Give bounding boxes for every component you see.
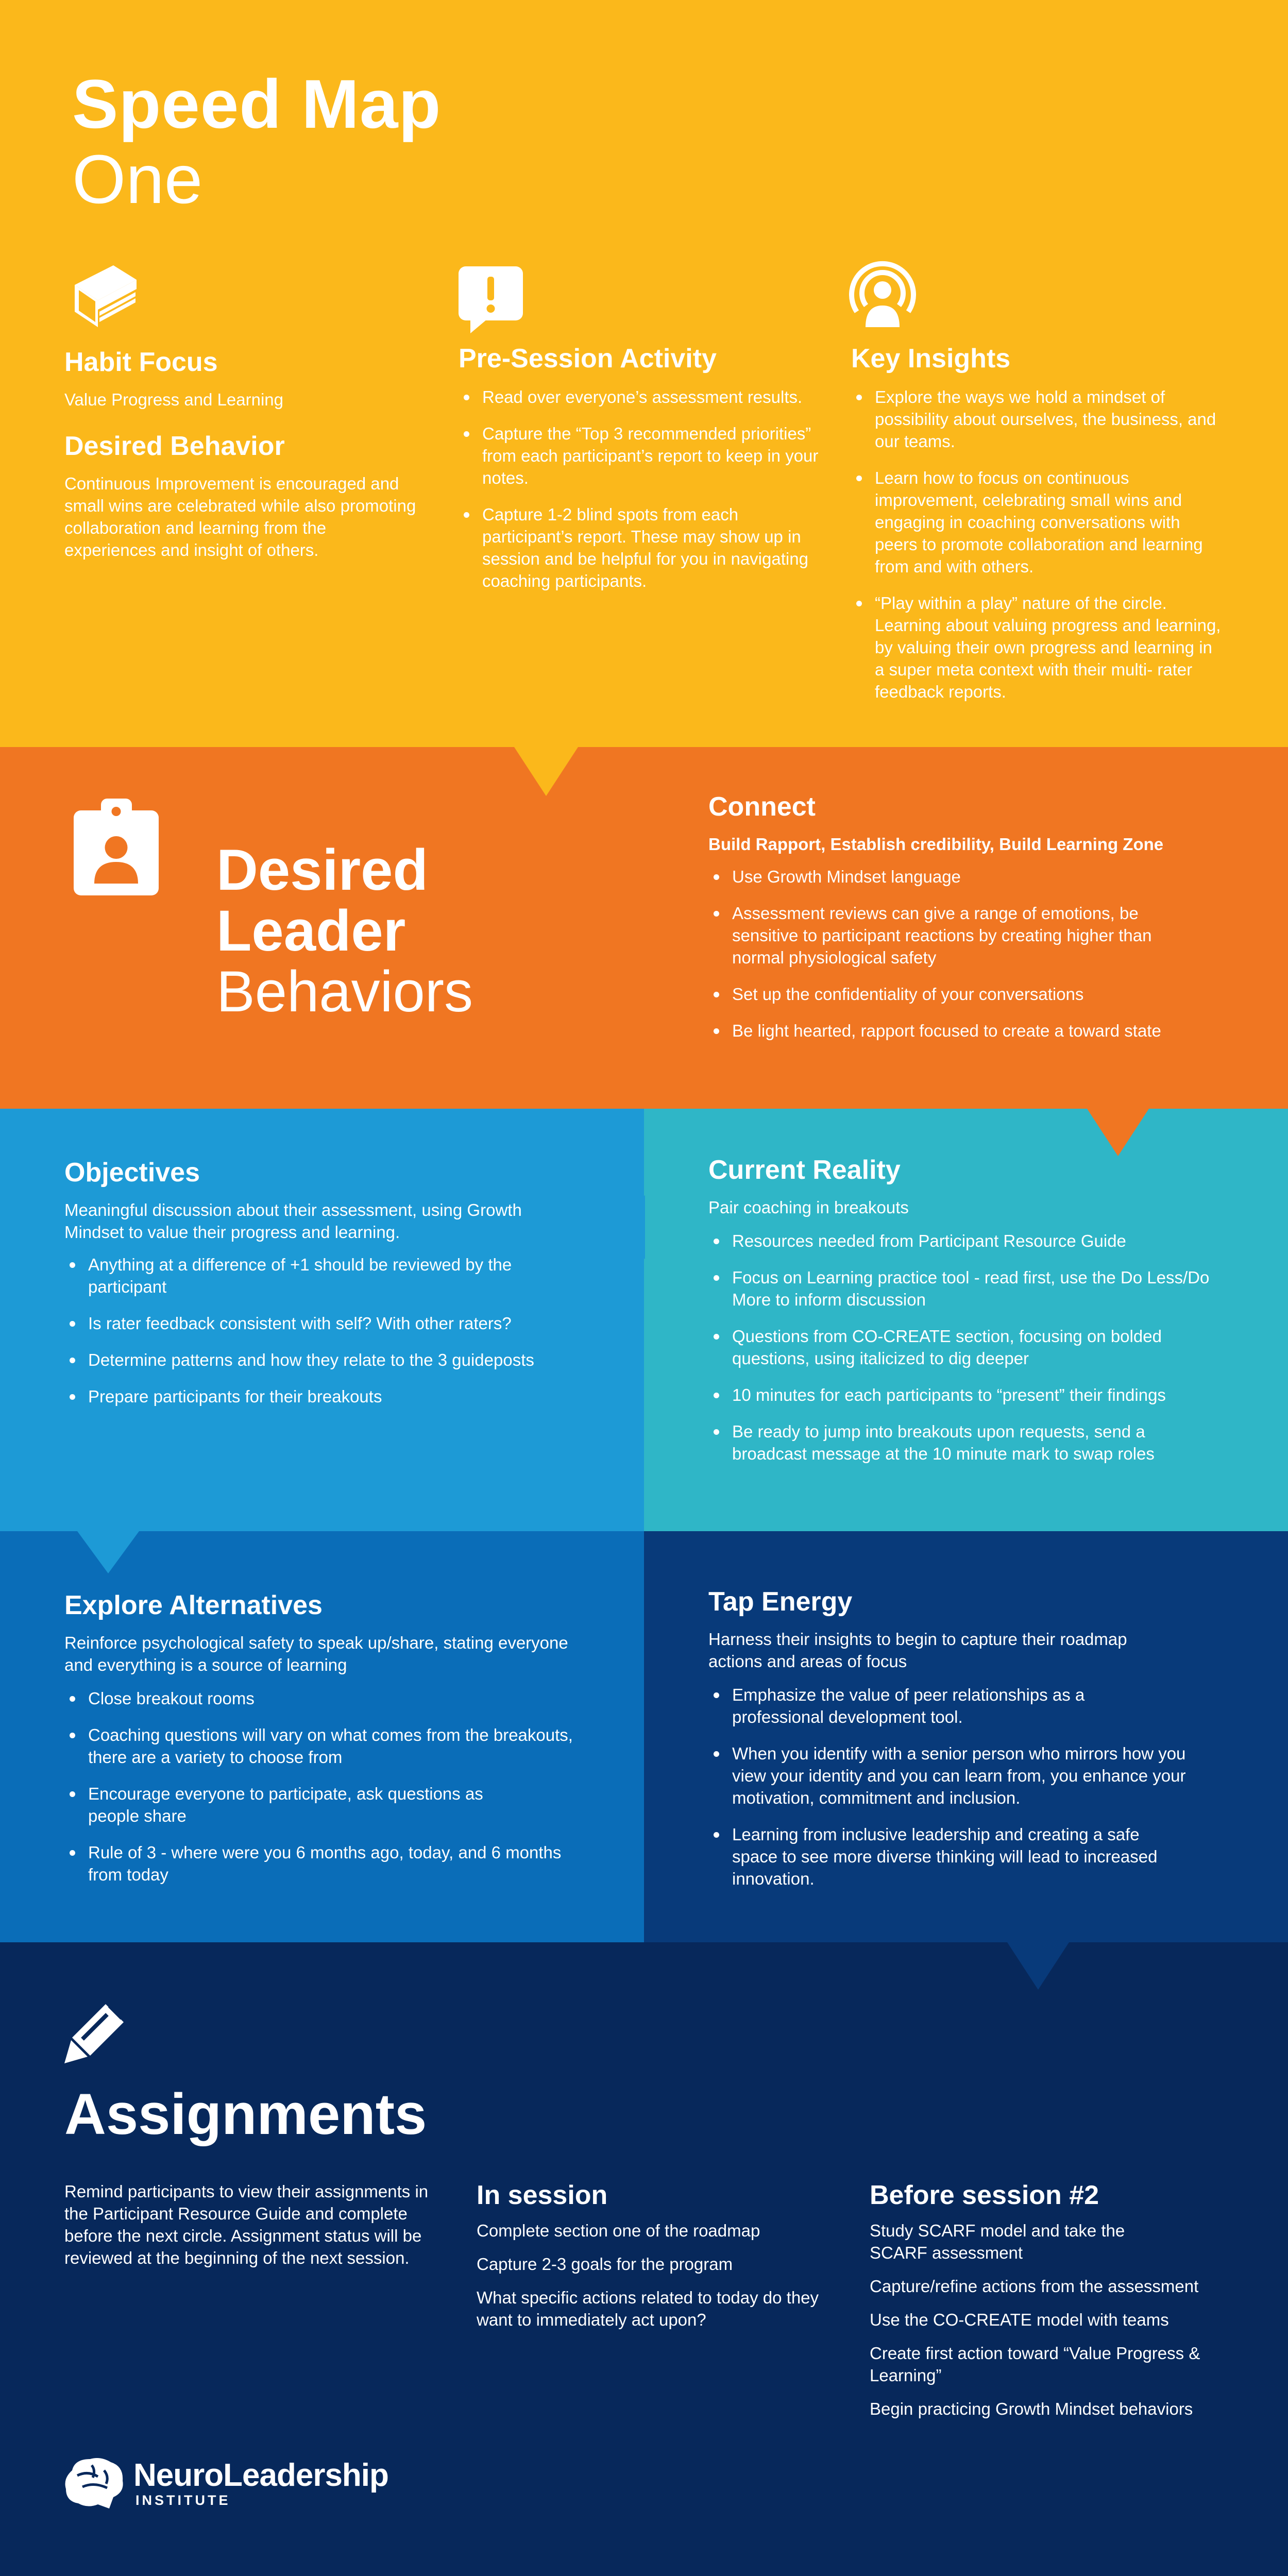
tap-energy-intro: Harness their insights to begin to capture their roadmap actions and areas of focus (708, 1630, 1127, 1671)
pre-session-block (459, 343, 835, 606)
before-session-list (870, 2219, 1251, 2420)
current-reality-block (708, 1154, 1255, 1479)
list-item: Be light hearted, rapport focused to create a toward state (708, 1020, 1198, 1042)
assignments-text: Remind participants to view their assignments in the Participant Resource Guide and complete before the next circle. Assignment status will be reviewed at the beginning of the next session. (64, 2182, 429, 2267)
objectives-list (64, 1253, 580, 1408)
list-item: Focus on Learning practice tool - read first, use the Do Less/Do More to inform discussion (708, 1266, 1224, 1311)
tap-energy-list (708, 1684, 1193, 1890)
desired-behavior-text: Continuous Improvement is encouraged and small wins are celebrated while also promoting collaboration and learning from the experiences and insight of others. (64, 474, 416, 560)
list-item: Close breakout rooms (64, 1687, 580, 1709)
list-item: Assessment reviews can give a range of emotions, be sensitive to participant reactions by creating higher than normal physiological safety (708, 902, 1198, 969)
logo-subtitle: INSTITUTE (135, 2493, 231, 2508)
logo-name: NeuroLeadership (133, 2458, 388, 2493)
explore-block (64, 1589, 611, 1900)
list-item: Create first action toward “Value Progress & Learning” (870, 2344, 1200, 2385)
list-item: Set up the confidentiality of your conversations (708, 983, 1198, 1005)
before-session-title: Before session #2 (870, 2180, 1099, 2210)
list-item: Be ready to jump into breakouts upon requests, send a broadcast message at the 10 minute mark to swap roles (708, 1420, 1224, 1465)
list-item: Capture the “Top 3 recommended priorities” from each participant’s report to keep in your notes. (459, 422, 819, 489)
habit-focus-subtitle: Value Progress and Learning (64, 390, 284, 409)
list-item: 10 minutes for each participants to “present” their findings (708, 1384, 1224, 1406)
list-item: Capture 1-2 blind spots from each participant’s report. These may show up in session and be helpful for you in navigating coaching participants. (459, 503, 819, 592)
list-item: “Play within a play” nature of the circle. Learning about valuing progress and learning, by valuing their own progress and learning in a super meta context with their multi- rater feedback reports. (851, 592, 1225, 703)
pre-session-title: Pre-Session Activity (459, 344, 717, 374)
list-item: Is rater feedback consistent with self? With other raters? (64, 1312, 580, 1334)
list-item: Learn how to focus on continuous improvement, celebrating small wins and engaging in coaching conversations with peers to promote collaboration and learning from and with others. (851, 467, 1225, 578)
list-item: Determine patterns and how they relate to the 3 guideposts (64, 1349, 580, 1371)
leader-title-line1: Desired (216, 838, 428, 902)
current-reality-intro: Pair coaching in breakouts (708, 1198, 909, 1217)
logo-text (133, 2459, 388, 2508)
pointer-arrow (514, 747, 578, 796)
explore-title: Explore Alternatives (64, 1590, 323, 1620)
list-item: Rule of 3 - where were you 6 months ago, today, and 6 months from today (64, 1841, 580, 1886)
in-session-block (477, 2179, 848, 2342)
leader-title-line3: Behaviors (216, 959, 473, 1024)
objectives-block (64, 1157, 605, 1422)
neuroleadership-logo (62, 2455, 388, 2512)
leader-title (216, 840, 473, 1022)
pointer-arrow (1087, 1109, 1149, 1156)
list-item: Read over everyone’s assessment results. (459, 386, 819, 408)
before-session-block (870, 2179, 1261, 2431)
connect-list (708, 866, 1198, 1042)
current-reality-list (708, 1230, 1224, 1465)
objectives-intro: Meaningful discussion about their assessment, using Growth Mindset to value their progress and learning. (64, 1200, 522, 1242)
title-line-1: Speed Map (72, 66, 442, 143)
list-item: Encourage everyone to participate, ask questions as people share (64, 1783, 528, 1827)
list-item: Use Growth Mindset language (708, 866, 1198, 888)
objectives-title: Objectives (64, 1158, 200, 1188)
brain-icon (62, 2455, 126, 2512)
title-line-2: One (72, 141, 203, 218)
key-insights-list (851, 386, 1225, 703)
explore-list (64, 1687, 580, 1886)
list-item: Anything at a difference of +1 should be reviewed by the participant (64, 1253, 528, 1298)
list-item: Explore the ways we hold a mindset of possibility about ourselves, the business, and our teams. (851, 386, 1225, 452)
pencil-icon (62, 1999, 129, 2069)
list-item: Prepare participants for their breakouts (64, 1385, 580, 1408)
list-item: Capture 2-3 goals for the program (477, 2255, 733, 2274)
habit-focus-block (64, 346, 425, 561)
habit-focus-title: Habit Focus (64, 347, 218, 377)
tap-energy-title: Tap Energy (708, 1587, 853, 1617)
key-insights-block (851, 343, 1232, 717)
list-item: Begin practicing Growth Mindset behaviors (870, 2399, 1193, 2418)
list-item: Use the CO-CREATE model with teams (870, 2310, 1169, 2329)
tap-energy-block (708, 1586, 1255, 1904)
leader-title-line2: Leader (216, 899, 406, 963)
pointer-arrow (77, 1531, 139, 1573)
list-item: What specific actions related to today do they want to immediately act upon? (477, 2288, 819, 2329)
current-reality-title: Current Reality (708, 1155, 901, 1185)
list-item: Capture/refine actions from the assessment (870, 2277, 1199, 2296)
list-item: Coaching questions will vary on what comes from the breakouts, there are a variety to choose from (64, 1724, 580, 1768)
list-item: Resources needed from Participant Resource Guide (708, 1230, 1224, 1252)
exclamation-bubble-icon (456, 264, 526, 336)
list-item: Emphasize the value of peer relationships as a professional development tool. (708, 1684, 1141, 1728)
in-session-title: In session (477, 2180, 608, 2210)
connect-title: Connect (708, 792, 816, 822)
page-title (72, 67, 441, 217)
broadcast-person-icon (849, 260, 916, 332)
badge-person-icon (71, 796, 161, 902)
list-item: When you identify with a senior person who mirrors how you view your identity and you can learn from, you enhance your motivation, commitment and inclusion. (708, 1742, 1193, 1809)
list-item: Questions from CO-CREATE section, focusing on bolded questions, using italicized to dig deeper (708, 1325, 1224, 1369)
pre-session-list (459, 386, 819, 592)
pointer-arrow (1007, 1942, 1069, 1990)
explore-intro: Reinforce psychological safety to speak up/share, stating everyone and everything is a source of learning (64, 1633, 568, 1674)
list-item: Learning from inclusive leadership and creating a safe space to see more diverse thinking will lead to increased innovation. (708, 1823, 1167, 1890)
assignments-title: Assignments (64, 2082, 427, 2146)
connect-block (708, 791, 1255, 1056)
list-item: Complete section one of the roadmap (477, 2221, 760, 2240)
key-insights-title: Key Insights (851, 344, 1011, 374)
connect-subtitle: Build Rapport, Establish credibility, Build Learning Zone (708, 835, 1164, 854)
list-item: Study SCARF model and take the SCARF assessment (870, 2221, 1125, 2262)
book-icon (64, 260, 142, 335)
in-session-list (477, 2219, 827, 2331)
desired-behavior-title: Desired Behavior (64, 431, 285, 461)
